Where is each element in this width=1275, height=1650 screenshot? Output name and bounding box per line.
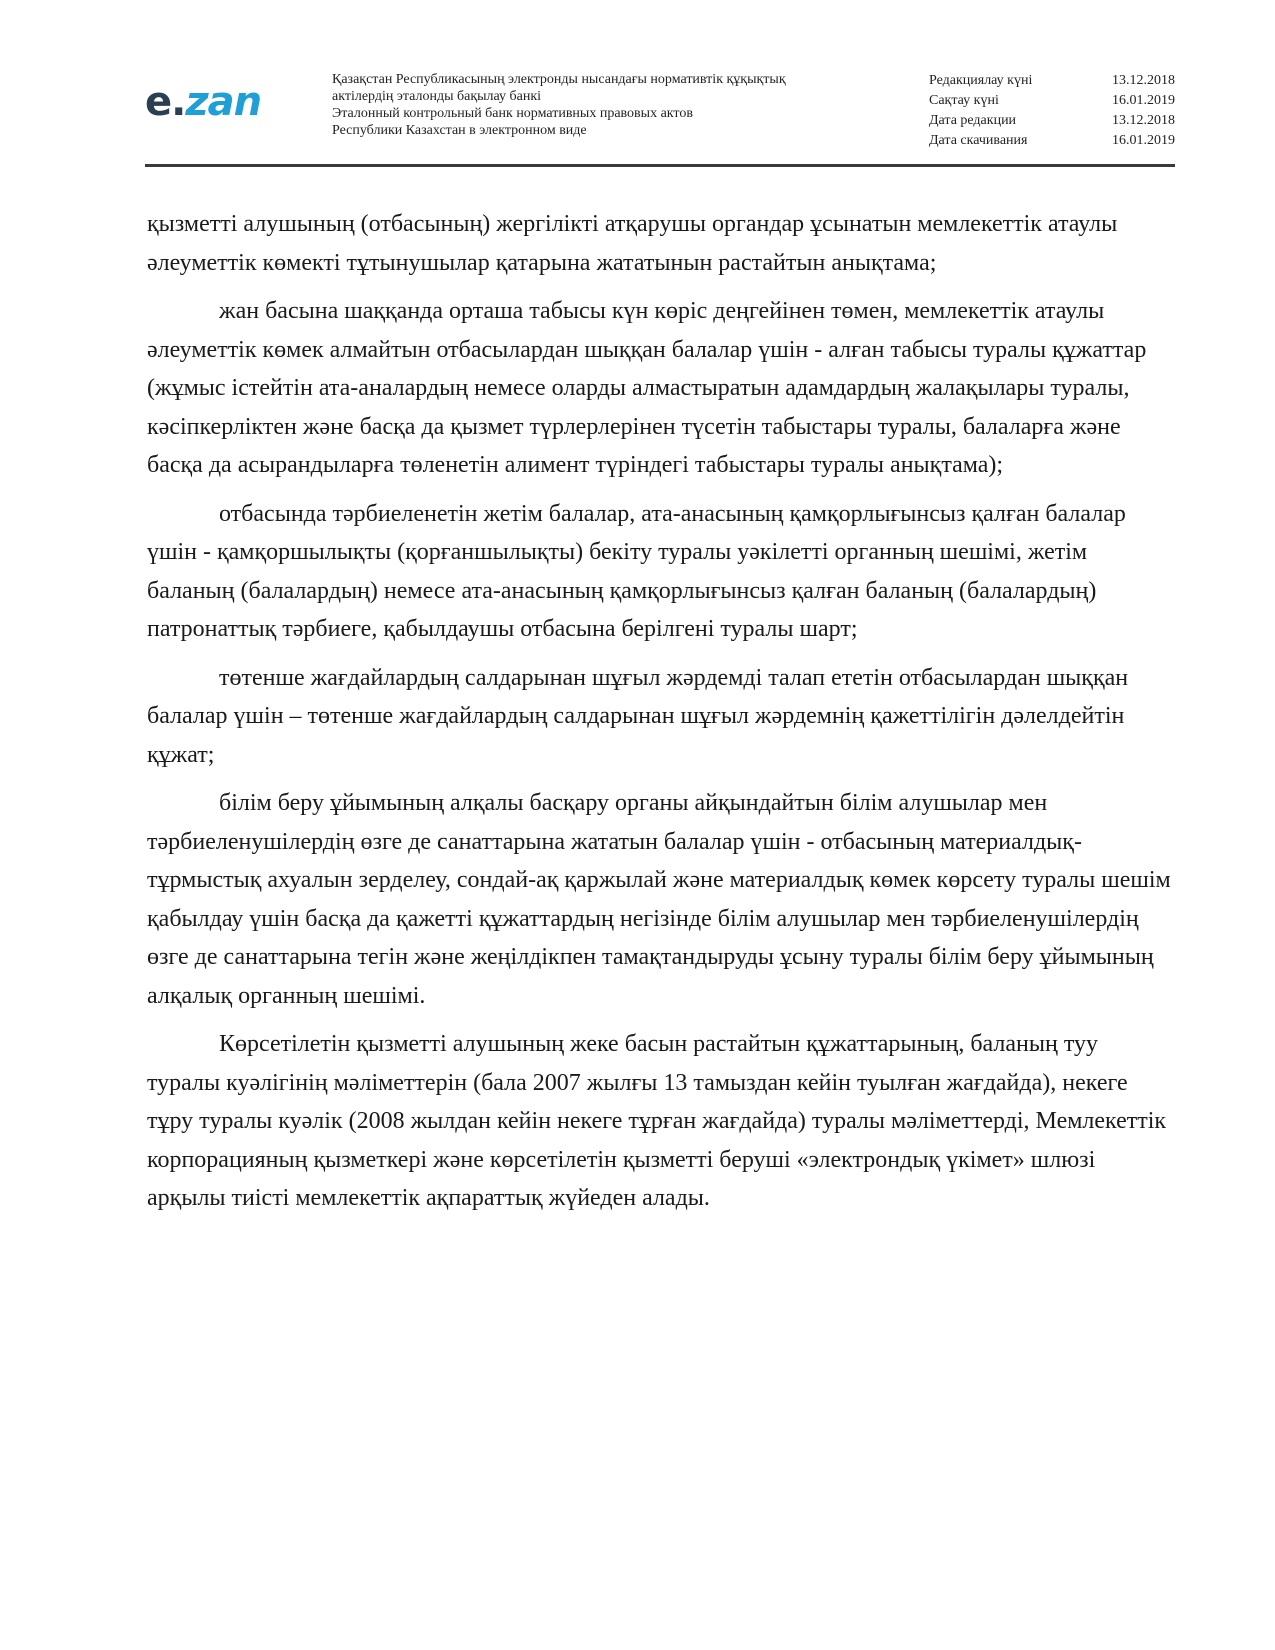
header-line-ru-2: Республики Казахстан в электронном виде <box>332 123 587 138</box>
meta-value: 16.01.2019 <box>1112 93 1175 108</box>
logo-e: e <box>145 79 172 125</box>
meta-value: 13.12.2018 <box>1112 73 1175 88</box>
ezan-logo <box>145 79 262 125</box>
body-paragraph: отбасында тәрбиеленетін жетім балалар, ата-анасының қамқорлығынсыз қалған балалар үшін - қамқоршылықты (қорғаншылықты) бекіту туралы уәкілетті органның шешімі, жетім баланың (балалардың) немесе ата-анасының қамқорлығынсыз қалған баланың (балалардың) патронаттық тәрбиеге, қабылдаушы отбасына берілгені туралы шарт; <box>147 500 1126 642</box>
document-body <box>147 205 1175 1228</box>
meta-value: 16.01.2019 <box>1112 133 1175 148</box>
body-paragraph: Көрсетілетін қызметті алушының жеке басын растайтын құжаттарының, баланың туу туралы куәлігінің мәліметтерін (бала 2007 жылғы 13 тамыздан кейін туылған жағдайда), некеге тұру туралы куәлік (2008 жылдан кейін некеге тұрған жағдайда) туралы мәліметтерді, Мемлекеттік корпорацияның қызметкері және көрсетілетін қызметті беруші «электрондық үкімет» шлюзі арқылы тиісті мемлекеттік ақпараттық жүйеден алады. <box>147 1031 1167 1211</box>
meta-row-save-date-kz <box>929 91 1175 111</box>
document-header <box>145 70 1175 164</box>
header-source-lines <box>332 71 892 139</box>
body-paragraph: жан басына шаққанда орташа табысы күн көріс деңгейінен төмен, мемлекеттік атаулы әлеуметтік көмек алмайтын отбасылардан шыққан балалар үшін - алған табысы туралы құжаттар (жұмыс істейтін ата-аналардың немесе оларды алмастыратын адамдардың жалақылары туралы, кәсіпкерліктен және басқа да қызмет түрлерлерінен түсетін табыстары туралы, балаларға және басқа да асырандыларға төленетін алимент түріндегі табыстары туралы анықтама); <box>147 298 1147 478</box>
logo-zan: zan <box>185 79 262 125</box>
meta-row-edit-date-kz <box>929 71 1175 91</box>
body-paragraph: төтенше жағдайлардың салдарынан шұғыл жәрдемді талап ететін отбасылардан шыққан балалар үшін – төтенше жағдайлардың салдарынан шұғыл жәрдемнің қажеттілігін дәлелдейтін құжат; <box>147 664 1129 768</box>
logo-dot: . <box>171 79 186 125</box>
header-dates <box>929 71 1175 151</box>
meta-label: Дата редакции <box>929 113 1017 128</box>
body-paragraph: қызметті алушының (отбасының) жергілікті атқарушы органдар ұсынатын мемлекеттік атаулы әлеуметтік көмекті тұтынушылар қатарына жататынын растайтын анықтама; <box>147 211 1118 276</box>
header-line-kz-2: актілердің эталонды бақылау банкі <box>332 89 542 104</box>
header-divider <box>145 164 1175 167</box>
meta-row-edit-date-ru <box>929 111 1175 131</box>
meta-label: Редакциялау күні <box>929 73 1033 88</box>
body-paragraph: білім беру ұйымының алқалы басқару органы айқындайтын білім алушылар мен тәрбиеленушілердің өзге де санаттарына жататын балалар үшін - отбасының материалдық-тұрмыстық ахуалын зерделеу, сондай-ақ қаржылай және материалдық көмек көрсету туралы шешім қабылдау үшін басқа да қажетті құжаттардың негізінде білім алушылар мен тәрбиеленушілердің өзге де санаттарына тегін және жеңілдікпен тамақтандыруды ұсыну туралы білім беру ұйымының алқалық органның шешімі. <box>147 790 1171 1009</box>
meta-row-download-date-ru <box>929 131 1175 151</box>
meta-value: 13.12.2018 <box>1112 113 1175 128</box>
meta-label: Дата скачивания <box>929 133 1028 148</box>
header-line-ru-1: Эталонный контрольный банк нормативных правовых актов <box>332 106 693 121</box>
header-line-kz-1: Қазақстан Республикасының электронды нысандағы нормативтік құқықтық <box>332 72 786 87</box>
meta-label: Сақтау күні <box>929 93 999 108</box>
